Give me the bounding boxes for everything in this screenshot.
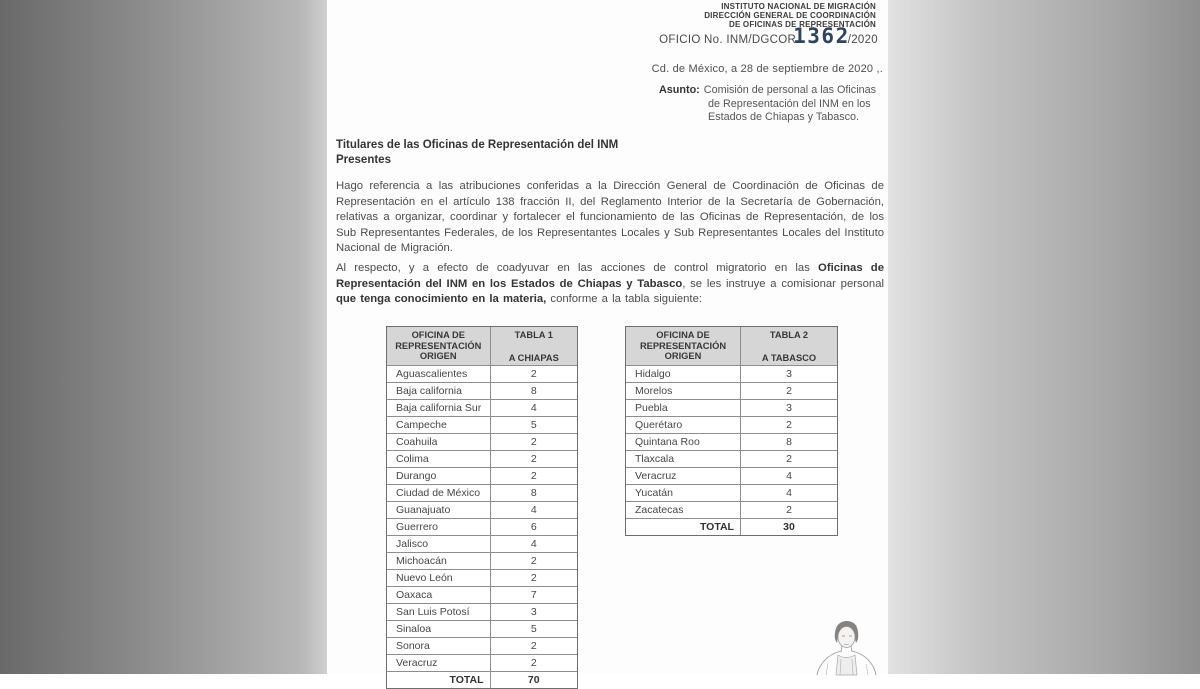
table-row — [387, 365, 577, 382]
state-name-cell: Michoacán — [387, 553, 491, 569]
org-subdivision: DE OFICINAS DE REPRESENTACIÓN — [729, 20, 876, 29]
personnel-count-cell: 6 — [530, 521, 537, 533]
personnel-count-cell: 5 — [530, 419, 537, 431]
total-label-cell: TOTAL — [387, 672, 491, 688]
table-row — [626, 416, 837, 433]
state-name-cell: Hidalgo — [626, 366, 741, 382]
state-name-cell: Querétaro — [626, 417, 741, 433]
paragraph-2-text: Al respecto, y a efecto de coadyuvar en las acciones de control migratorio en las — [336, 262, 819, 274]
paragraph-2-bold-knowledge: que tenga conocimiento en la materia, — [336, 293, 547, 306]
personnel-count-cell: 4 — [786, 470, 792, 482]
state-name-cell: Guerrero — [387, 519, 491, 535]
paragraph-2 — [336, 261, 884, 308]
personnel-count-cell: 5 — [530, 623, 537, 635]
table-row — [387, 518, 577, 535]
personnel-count-cell: 3 — [786, 402, 792, 414]
state-name-cell: Zacatecas — [626, 502, 741, 518]
table-row — [387, 535, 577, 552]
personnel-count-cell: 2 — [530, 368, 537, 380]
state-name-cell: Veracruz — [387, 655, 491, 671]
personnel-count-cell: 2 — [786, 419, 792, 431]
state-name-cell: Tlaxcala — [626, 451, 741, 467]
table-row — [387, 450, 577, 467]
date-line: Cd. de México, a 28 de septiembre de 2020 ,. — [651, 63, 883, 75]
table-row — [626, 399, 837, 416]
state-name-cell: Baja california Sur — [387, 400, 491, 416]
state-name-cell: Durango — [387, 468, 491, 484]
total-value-cell: 30 — [783, 521, 795, 533]
table-row — [387, 637, 577, 654]
table-row — [387, 620, 577, 637]
personnel-count-cell: 2 — [530, 572, 537, 584]
personnel-count-cell: 2 — [530, 555, 537, 567]
addressee-line2: Presentes — [336, 154, 391, 166]
table-row — [626, 484, 837, 501]
personnel-count-cell: 2 — [530, 436, 537, 448]
table-row — [387, 654, 577, 671]
header-destination: A CHIAPAS — [508, 353, 559, 363]
state-name-cell: Campeche — [387, 417, 491, 433]
personnel-count-cell: 4 — [530, 538, 537, 550]
state-name-cell: Quintana Roo — [626, 434, 741, 450]
stamped-folio-number: 1362 — [793, 24, 850, 48]
personnel-count-cell: 2 — [786, 453, 792, 465]
state-name-cell: Sonora — [387, 638, 491, 654]
state-name-cell: Puebla — [626, 400, 741, 416]
personnel-count-cell: 2 — [530, 640, 537, 652]
personnel-count-cell: 2 — [786, 504, 792, 516]
addressee-block — [336, 138, 618, 168]
total-value-cell: 70 — [527, 674, 540, 686]
state-name-cell: Guanajuato — [387, 502, 491, 518]
personnel-count-cell: 3 — [530, 606, 537, 618]
header-table-number: TABLA 2 — [769, 330, 809, 340]
personnel-count-cell: 4 — [786, 487, 792, 499]
table-row — [387, 399, 577, 416]
table-row — [387, 416, 577, 433]
personnel-count-cell: 4 — [530, 402, 537, 414]
total-label-cell: TOTAL — [626, 519, 741, 535]
table-row — [387, 501, 577, 518]
table-row — [387, 382, 577, 399]
state-name-cell: Aguascalientes — [387, 366, 491, 382]
table-row — [626, 450, 837, 467]
state-name-cell: Coahuila — [387, 434, 491, 450]
subject-block — [659, 84, 885, 125]
table-row — [626, 467, 837, 484]
table-total-row — [626, 518, 837, 535]
org-name: INSTITUTO NACIONAL DE MIGRACIÓN — [721, 2, 876, 11]
table-row — [626, 433, 837, 450]
header-destination: A TABASCO — [761, 353, 817, 363]
oficio-prefix: OFICIO No. INM/DGCOR — [659, 34, 797, 46]
paragraph-2-bold-offices: Oficinas de Representación del INM en los Estados de Chiapas y Tabasco — [336, 262, 884, 290]
table-row — [387, 603, 577, 620]
table-header-row — [626, 327, 837, 365]
personnel-count-cell: 7 — [530, 589, 537, 601]
personnel-count-cell: 2 — [530, 657, 537, 669]
table-row — [387, 484, 577, 501]
personnel-count-cell: 8 — [786, 436, 792, 448]
left-blur-margin — [0, 0, 327, 674]
state-name-cell: Sinaloa — [387, 621, 491, 637]
table-row — [626, 365, 837, 382]
table-row — [626, 501, 837, 518]
subject-label: Asunto: — [659, 84, 700, 96]
state-name-cell: Veracruz — [626, 468, 741, 484]
header-table-number: TABLA 1 — [514, 330, 553, 340]
state-name-cell: Ciudad de México — [387, 485, 491, 501]
header-origin-office: OFICINA DE REPRESENTACIÓN ORIGEN — [626, 327, 741, 365]
letterhead — [704, 2, 876, 29]
table-row — [387, 586, 577, 603]
header-table-destination — [491, 327, 577, 365]
personnel-count-cell: 4 — [530, 504, 537, 516]
state-name-cell: Oaxaca — [387, 587, 491, 603]
table-row — [387, 552, 577, 569]
table-row — [626, 382, 837, 399]
document-page — [327, 0, 888, 686]
right-blur-margin — [888, 0, 1200, 674]
woman-sketch-illustration — [808, 619, 882, 675]
org-division: DIRECCIÓN GENERAL DE COORDINACIÓN — [704, 11, 876, 20]
state-name-cell: Morelos — [626, 383, 741, 399]
state-name-cell: San Luis Potosí — [387, 604, 491, 620]
oficio-suffix: /2020 — [847, 34, 878, 46]
state-name-cell: Baja california — [387, 383, 491, 399]
personnel-count-cell: 2 — [786, 385, 792, 397]
table-header-row — [387, 327, 577, 365]
table-chiapas — [386, 326, 578, 689]
header-table-destination — [741, 327, 837, 365]
table-row — [387, 467, 577, 484]
state-name-cell: Yucatán — [626, 485, 741, 501]
state-name-cell: Nuevo León — [387, 570, 491, 586]
personnel-count-cell: 2 — [530, 470, 537, 482]
table-row — [387, 433, 577, 450]
state-name-cell: Colima — [387, 451, 491, 467]
header-origin-office: OFICINA DE REPRESENTACIÓN ORIGEN — [387, 327, 491, 365]
personnel-count-cell: 2 — [530, 453, 537, 465]
personnel-count-cell: 8 — [530, 487, 537, 499]
paragraph-2-text: conforme a la tabla siguiente: — [546, 293, 702, 306]
addressee-line1: Titulares de las Oficinas de Representación del INM — [336, 139, 619, 151]
personnel-count-cell: 3 — [786, 368, 792, 380]
paragraph-1: Hago referencia a las atribuciones conferidas a la Dirección General de Coordinación de Oficinas de Representación en el artículo 138 fracción II, del Reglamento Interior de la Secretaría de Gobernación, relativas a organizar, coordinar y fortalecer el funcionamiento de las Oficinas de Representación, de los Sub Representantes Federales, de los Representantes Locales y Sub Representantes Locales del Instituto Nacional de Migración. — [336, 180, 884, 255]
paragraph-2-text: , se les instruye a comisionar personal — [682, 277, 885, 290]
table-row — [387, 569, 577, 586]
state-name-cell: Jalisco — [387, 536, 491, 552]
table-total-row — [387, 671, 577, 688]
personnel-count-cell: 8 — [530, 385, 537, 397]
table-tabasco — [625, 326, 838, 536]
subject-text: Comisión de personal a las Oficinas de Representación del INM en los Estados de Chiapas y Tabasco. — [703, 84, 877, 123]
